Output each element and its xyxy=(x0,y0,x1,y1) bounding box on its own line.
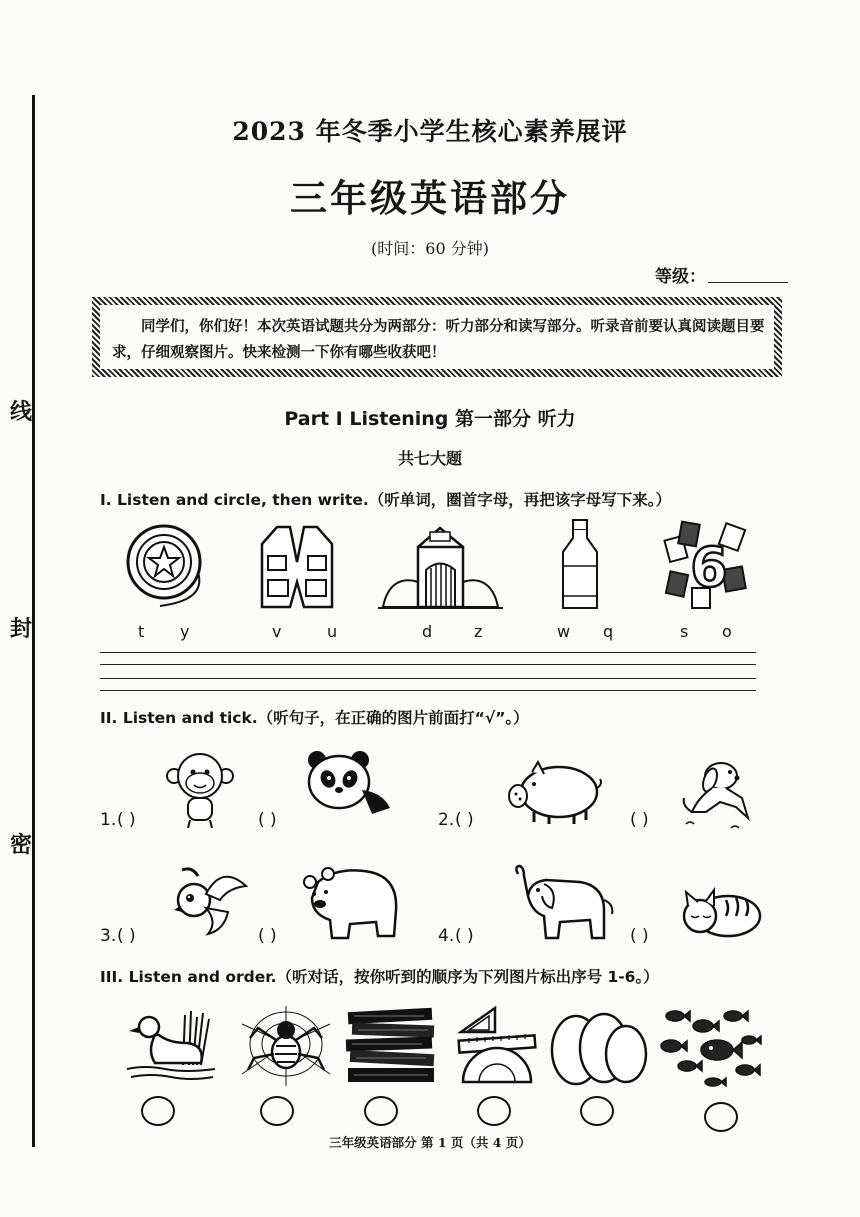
answer-paren[interactable]: ( ) xyxy=(630,810,649,830)
time-limit: (时间：60 分钟) xyxy=(371,239,489,258)
binding-char-feng: 封 xyxy=(10,617,33,642)
bird-icon xyxy=(172,864,248,938)
eggs-icon xyxy=(546,1008,650,1088)
writing-line[interactable] xyxy=(100,664,756,665)
question-number: 1. xyxy=(100,810,117,830)
section1-title: I. Listen and circle, then write.（听单词，圈首字母，再把该字母写下来。） xyxy=(100,491,671,509)
answer-paren[interactable]: ( ) xyxy=(258,926,277,946)
option-letter[interactable]: y xyxy=(180,622,190,641)
bear-icon xyxy=(298,864,402,944)
exam-title: 2023 年冬季小学生核心素养展评 xyxy=(232,117,628,146)
dog-icon xyxy=(676,752,764,832)
exam-subtitle: 三年级英语部分 xyxy=(290,176,570,220)
writing-line[interactable] xyxy=(100,690,756,691)
order-circle[interactable] xyxy=(260,1096,294,1126)
option-letter[interactable]: u xyxy=(327,622,338,641)
answer-paren[interactable]: ( ) xyxy=(455,810,474,830)
water-bottle-icon xyxy=(555,518,605,613)
yoyo-icon xyxy=(120,522,210,612)
part-heading: Part I Listening 第一部分 听力 xyxy=(284,408,576,430)
option-letter[interactable]: v xyxy=(272,622,282,641)
duck-icon xyxy=(125,1005,217,1087)
option-letter[interactable]: w xyxy=(557,622,571,641)
cat-icon xyxy=(676,882,764,940)
six-icon xyxy=(662,518,752,613)
section-count: 共七大题 xyxy=(397,449,462,468)
question-number: 3. xyxy=(100,926,117,946)
rulers-icon xyxy=(455,1004,539,1088)
answer-paren[interactable]: ( ) xyxy=(117,926,136,946)
answer-paren[interactable]: ( ) xyxy=(630,926,649,946)
order-circle[interactable] xyxy=(704,1102,738,1132)
section2-title: II. Listen and tick.（听句子，在正确的图片前面打“√”。） xyxy=(100,709,529,727)
option-letter[interactable]: d xyxy=(422,622,433,641)
answer-paren[interactable]: ( ) xyxy=(258,810,277,830)
grade-label: 等级： xyxy=(655,267,706,287)
monkey-icon xyxy=(166,752,234,830)
option-letter[interactable]: o xyxy=(722,622,732,641)
page-footer: 三年级英语部分 第 1 页（共 4 页） xyxy=(329,1135,531,1150)
intro-text: 同学们，你们好！本次英语试题共分为两部分：听力部分和读写部分。听录音前要认真阅读题目要求，仔细观察图片。快来检测一下你有哪些收获吧！ xyxy=(112,319,765,361)
binding-char-xian: 线 xyxy=(10,400,33,425)
order-circle[interactable] xyxy=(580,1096,614,1126)
writing-line[interactable] xyxy=(100,678,756,679)
option-letter[interactable]: z xyxy=(474,622,483,641)
answer-paren[interactable]: ( ) xyxy=(455,926,474,946)
books-icon xyxy=(344,1006,438,1086)
order-circle[interactable] xyxy=(141,1096,175,1126)
option-letter[interactable]: t xyxy=(138,622,145,641)
question-number: 4. xyxy=(438,926,455,946)
section3-title: III. Listen and order.（听对话，按你听到的顺序为下列图片标出序号 1-6。） xyxy=(100,968,659,986)
question-number: 2. xyxy=(438,810,455,830)
fish-icon xyxy=(653,1006,765,1096)
binding-char-mi: 密 xyxy=(10,833,33,858)
order-circle[interactable] xyxy=(477,1096,511,1126)
zoo-icon xyxy=(378,522,503,612)
option-letter[interactable]: q xyxy=(603,622,614,641)
panda-icon xyxy=(302,750,394,820)
elephant-icon xyxy=(508,864,618,944)
pig-icon xyxy=(504,760,604,826)
answer-paren[interactable]: ( ) xyxy=(117,810,136,830)
spider-icon xyxy=(240,1004,332,1088)
writing-line[interactable] xyxy=(100,652,756,653)
vest-icon xyxy=(252,522,342,612)
grade-blank[interactable] xyxy=(708,282,788,283)
order-circle[interactable] xyxy=(364,1096,398,1126)
option-letter[interactable]: s xyxy=(680,622,689,641)
svg-text:6: 6 xyxy=(690,536,728,599)
